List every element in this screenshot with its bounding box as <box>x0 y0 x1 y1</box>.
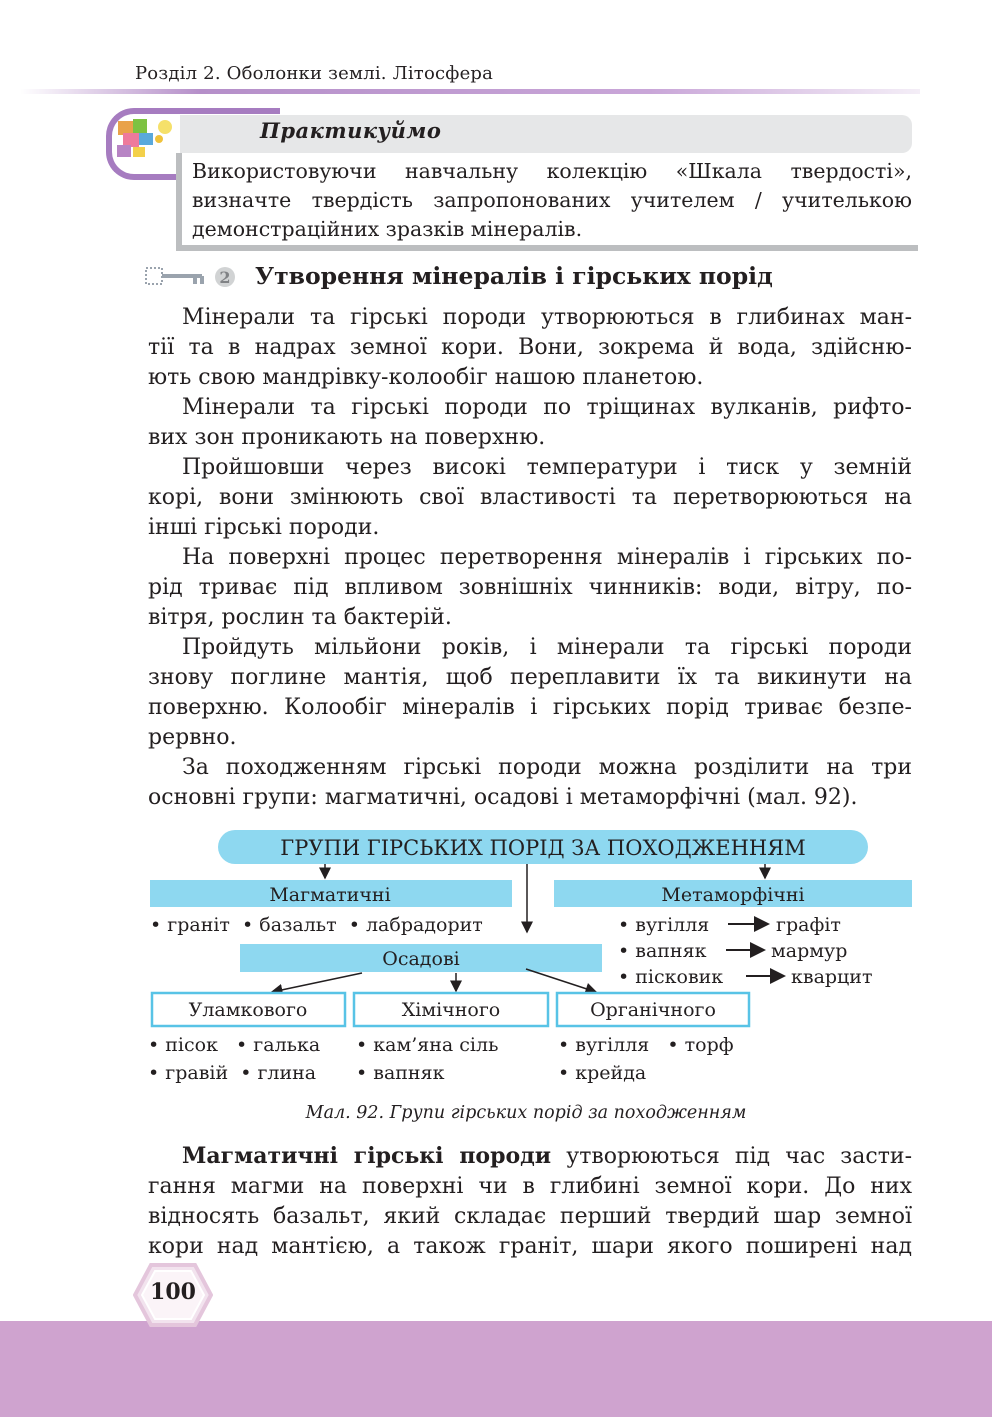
metamorphic-label: Метаморфічні <box>661 884 805 906</box>
chapter-header: Розділ 2. Оболонки землі. Літосфера <box>135 63 494 84</box>
sedimentary-label: Осадові <box>382 948 460 970</box>
organic-label: Органічного <box>590 999 716 1021</box>
practice-title: Практикуймо <box>260 118 442 143</box>
paragraph <box>148 453 912 543</box>
metamorphic-from: • вапняк <box>618 940 707 962</box>
figure-caption: Мал. 92. Групи гірських порід за походженням <box>305 1103 747 1123</box>
chemical-label: Хімічного <box>401 999 501 1021</box>
paragraph <box>148 753 912 813</box>
text-line: знову поглине мантія, щоб переплавити їх та викинути на <box>148 665 912 690</box>
text-line: поверхню. Колообіг мінералів і гірських порід триває безпе- <box>148 695 912 720</box>
puzzle-icon <box>115 115 181 165</box>
text-line: інші гірські породи. <box>148 515 380 540</box>
text-line: вітря, рослин та бактерій. <box>148 605 452 630</box>
arrow-to-organic <box>526 969 596 992</box>
metamorphic-to: мармур <box>771 940 848 962</box>
text-line: кори над мантією, а також граніт, шари якого поширені над <box>148 1234 912 1259</box>
metamorphic-from: • пісковик <box>618 966 724 988</box>
text-line: На поверхні процес перетворення мінералів і гірських по- <box>182 545 912 570</box>
practice-line: визначте твердість запропонованих учителем / учителькою <box>192 188 912 212</box>
paragraph <box>148 543 912 633</box>
metamorphic-to: графіт <box>776 914 841 936</box>
text-line: Пройшовши через високі температури і тиск у земній <box>182 455 912 480</box>
text-line: відносять базальт, який складає перший твердий шар земної <box>148 1204 912 1229</box>
text-line: гання магми на поверхні чи в глибині земної кори. До них <box>148 1174 912 1199</box>
text-line: ють свою мандрівку-колообіг нашою планетою. <box>148 365 704 390</box>
paragraph <box>148 1141 912 1262</box>
chemical-row2: • вапняк <box>356 1062 445 1084</box>
diagram-title: ГРУПИ ГІРСЬКИХ ПОРІД ЗА ПОХОДЖЕННЯМ <box>280 836 806 860</box>
text-line: корі, вони змінюють свої властивості та перетворюються на <box>148 485 912 510</box>
section-marker-icon <box>145 266 235 288</box>
section-number: 2 <box>219 268 231 287</box>
header-rule <box>20 89 920 94</box>
practice-line: Використовуючи навчальну колекцію «Шкала твердості», <box>192 159 912 183</box>
text-line: Пройдуть мільйони років, і мінерали та гірські породи <box>182 635 912 660</box>
organic-row2: • крейда <box>558 1062 647 1084</box>
text-run: утворюються під час засти- <box>551 1144 912 1169</box>
rock-groups-diagram <box>140 820 930 1100</box>
bold-term: Магматичні гірські породи <box>182 1143 552 1169</box>
text-line: рервно. <box>148 725 237 750</box>
section-title: Утворення мінералів і гірських порід <box>255 262 773 290</box>
footer-band <box>0 1321 992 1417</box>
clastic-row1: • пісок • галька <box>148 1034 321 1056</box>
metamorphic-to: кварцит <box>791 966 873 988</box>
paragraph <box>148 633 912 753</box>
magmatic-items: • граніт • базальт • лабрадорит <box>150 914 483 936</box>
clastic-label: Уламкового <box>188 999 308 1021</box>
clastic-row2: • гравій • глина <box>148 1062 317 1084</box>
text-line: Мінерали та гірські породи утворюються в глибинах ман- <box>182 305 912 330</box>
text-line <box>148 1141 912 1172</box>
paragraph <box>148 393 912 453</box>
text-line: тії та в надрах земної кори. Вони, зокрема й вода, здійсню- <box>148 335 912 360</box>
practice-text <box>192 157 912 244</box>
page-number: 100 <box>150 1279 196 1305</box>
chemical-row1: • кам’яна сіль <box>356 1034 499 1056</box>
text-line: Мінерали та гірські породи по тріщинах вулканів, рифто- <box>182 395 912 420</box>
arrow-to-clastic <box>272 973 362 992</box>
organic-row1: • вугілля • торф <box>558 1034 734 1056</box>
metamorphic-from: • вугілля <box>618 914 710 936</box>
text-line: вих зон проникають на поверхню. <box>148 425 546 450</box>
magmatic-label: Магматичні <box>269 884 391 906</box>
text-line: За походженням гірські породи можна розділити на три <box>182 755 912 780</box>
text-line: основні групи: магматичні, осадові і метаморфічні (мал. 92). <box>148 785 858 810</box>
text-line: рід триває під впливом зовнішніх чинників: води, вітру, по- <box>148 575 912 600</box>
paragraph <box>148 303 912 393</box>
practice-line: демонстраційних зразків мінералів. <box>192 217 583 241</box>
